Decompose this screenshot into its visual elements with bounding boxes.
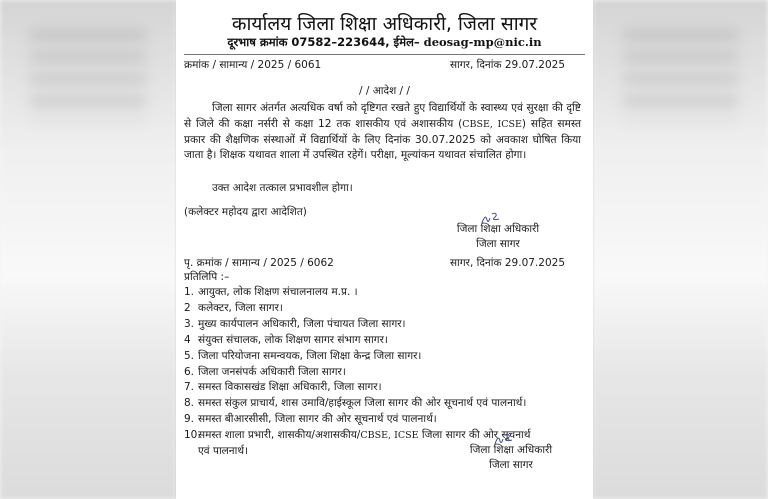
signature-block [428,222,568,252]
item-number: 2 [184,301,191,314]
list-item [184,396,583,412]
reference-place-date: सागर, दिनांक 29.07.2025 [449,59,565,71]
list-item [184,301,583,317]
list-item [184,428,583,444]
office-contact [176,35,593,50]
list-item-continuation: एवं पालनार्थ। [198,445,249,458]
signature-designation: जिला शिक्षा अधिकारी [456,223,540,235]
item-text: जिला परियोजना समन्वयक, जिला शिक्षा केन्द्र जिला सागर। [198,349,422,362]
item-text: समस्त विकासखंड शिक्षा अधिकारी, जिला सागर। [198,381,382,394]
list-item [184,285,583,301]
effective-statement: उक्त आदेश तत्काल प्रभावशील होगा। [212,182,353,194]
item-number: 3. [184,317,195,330]
list-item [184,412,583,428]
copies-label: प्रतिलिपि :– [184,271,230,283]
item-text: समस्त संकुल प्राचार्य, शास उमावि/हाईस्कूल जिला सागर की ओर सूचनार्थ एवं पालनार्थ। [198,397,527,410]
footer-signature-designation: जिला शिक्षा अधिकारी [469,444,553,456]
footer-signature-district: जिला सागर [489,459,533,471]
endorsement-number: पृ. क्रमांक / सामान्य / 2025 / 6062 [184,257,334,269]
item-number: 1. [184,286,195,298]
list-item [184,317,583,333]
authorised-by: (कलेक्टर महोदय द्वारा आदेशित) [184,206,307,218]
item-number: 9. [184,413,195,426]
item-number: 8. [184,397,195,410]
copies-list [184,285,583,460]
official-order-document [176,0,593,499]
phone-contact: दूरभाष क्रमांक 07582–223644, ईमेल– [227,35,420,49]
item-text-part2: जिला सागर की ओर सूचनार्थ [418,429,531,442]
item-text: संयुक्त संचालक, लोक शिक्षण सागर संभाग सागर। [198,333,388,346]
blurred-background-right [593,0,768,499]
item-text: मुख्य कार्यपालन अधिकारी, जिला पंचायत जिला सागर। [198,317,406,330]
header-divider [184,54,585,55]
item-boards: CBSE, ICSE [360,430,419,442]
list-item [184,380,583,396]
order-text-part2: ) सहित समस्त प्रकार की शैक्षणिक संस्थाओं में विद्यार्थियों के लिए दिनांक 30.07.2025 को अवकाश घोषित किया जाता है। शिक्षक यथावत शाला में उपस्थित रहेगें। परीक्षा, मूल्यांकन यथावत संचालित होगा। [184,117,581,162]
item-text: कलेक्टर, जिला सागर। [198,301,283,314]
email-address: deosag-mp@nic.in [423,35,542,49]
item-number: 4 [184,333,191,346]
item-text: आयुक्त, लोक शिक्षण संचालनालय म.प्र. । [198,286,358,298]
item-number: 10. [184,429,201,442]
order-heading: / / आदेश / / [359,85,410,97]
endorsement-place-date: सागर, दिनांक 29.07.2025 [449,257,565,269]
reference-number: क्रमांक / सामान्य / 2025 / 6061 [184,59,322,71]
item-number: 6. [184,365,195,378]
list-item [184,333,583,349]
order-boards: CBSE, ICSE [462,118,522,130]
office-title: कार्यालय जिला शिक्षा अधिकारी, जिला सागर [231,13,538,35]
item-text: जिला जनसंपर्क अधिकारी जिला सागर। [198,365,346,378]
blurred-background-left [0,0,176,499]
signature-district: जिला सागर [476,238,520,250]
footer-signature-block [441,443,581,473]
order-text-part1: जिला सागर अंतर्गत अत्यधिक वर्षा को दृष्टिगत रखते हुए विद्यार्थियों के स्वास्थ्य एवं सुरक्षा की दृष्टि से जिले की कक्षा नर्सरी से कक्षा 12 तक शासकीय एवं अशासकीय ( [184,102,581,130]
item-text [198,428,530,444]
item-number: 5. [184,349,195,362]
item-text-part1: समस्त शाला प्रभारी, शासकीय/अशासकीय/ [198,429,361,442]
list-item [184,349,583,365]
item-text: समस्त बीआरसीसी, जिला सागर की ओर सूचनार्थ एवं पालनार्थ। [198,413,437,426]
signature-icon [480,211,502,225]
item-number: 7. [184,381,195,394]
list-item [184,365,583,381]
signature-icon [493,432,515,446]
order-paragraph [184,101,581,164]
